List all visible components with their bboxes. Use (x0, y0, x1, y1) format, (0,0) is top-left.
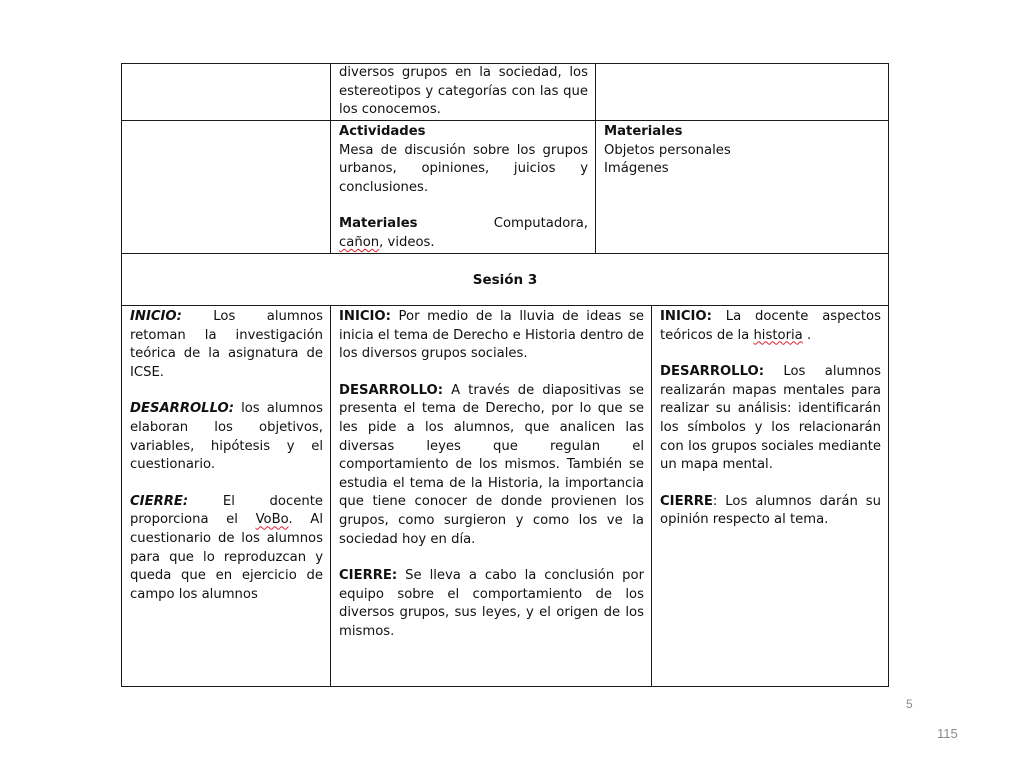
row1-col2-text: diversos grupos en la sociedad, los estereotipos y categorías con las que los conocemos. (339, 65, 588, 118)
materials-item-1: Objetos personales (604, 142, 731, 158)
materials-label: Materiales (339, 216, 418, 232)
row1-col2-cell (331, 61, 595, 120)
session-header (122, 254, 888, 305)
session-col2-cell (331, 305, 651, 642)
activities-label: Actividades (339, 124, 426, 139)
row2-col3-cell (596, 120, 888, 179)
materials-line (339, 215, 588, 234)
activities-text: Mesa de discusión sobre los grupos urbanos, opiniones, juicios y conclusiones. (339, 142, 588, 195)
materials-text-1: Computadora, (493, 216, 588, 232)
materials-item-2: Imágenes (604, 161, 669, 177)
col3-desarrollo: DESARROLLO: Los alumnos realizarán mapas mentales para realizar su análisis: identificarán los símbolos y los relacionarán con los grupos sociales mediante un mapa mental. (660, 364, 881, 473)
col2-desarrollo: DESARROLLO: A través de diapositivas se presenta el tema de Derecho, por lo que se les pide a los alumnos, que analicen las diversas leyes que regulan el comportamiento de los mismos. También se estudia el tema de la Historia, la importancia que tiene conocer de donde provienen los grupos, como surgieron y como los ve la sociedad hoy en día. (339, 382, 644, 547)
col2-cierre: CIERRE: Se lleva a cabo la conclusión por equipo sobre el comportamiento de los diversos grupos, sus leyes, y el origen de los mismos. (339, 568, 644, 639)
table-border-right (888, 63, 889, 687)
col2-inicio: INICIO: Por medio de la lluvia de ideas se inicia el tema de Derecho e Historia dentro de los diversos grupos sociales. (339, 309, 644, 362)
materials-text-3: , videos. (379, 234, 435, 250)
table-border-bottom (121, 686, 889, 687)
page-marker: 5 (906, 697, 913, 711)
session-col1-cell (122, 305, 330, 604)
session-title: Sesión 3 (472, 271, 538, 288)
col3-cierre: CIERRE: Los alumnos darán su opinión respecto al tema. (660, 493, 881, 528)
row2-col2-cell (331, 120, 595, 253)
col1-desarrollo: DESARROLLO: los alumnos elaboran los objetivos, variables, hipótesis y el cuestionario. (130, 401, 323, 473)
materials-text-2: cañon (339, 234, 380, 250)
page-number: 115 (937, 726, 958, 741)
col1-cierre: CIERRE: El docente proporciona el VoBo. Al cuestionario de los alumnos para que lo reproduzcan y queda que en ejercicio de campo los alumnos (130, 493, 323, 602)
materials-label-col3: Materiales (604, 124, 683, 139)
col3-inicio: INICIO: La docente aspectos teóricos de la historia . (660, 309, 881, 343)
session-col3-cell (652, 305, 888, 530)
col1-inicio: INICIO: Los alumnos retoman la investigación teórica de la asignatura de ICSE. (130, 309, 323, 380)
materials-line-2 (339, 234, 588, 253)
